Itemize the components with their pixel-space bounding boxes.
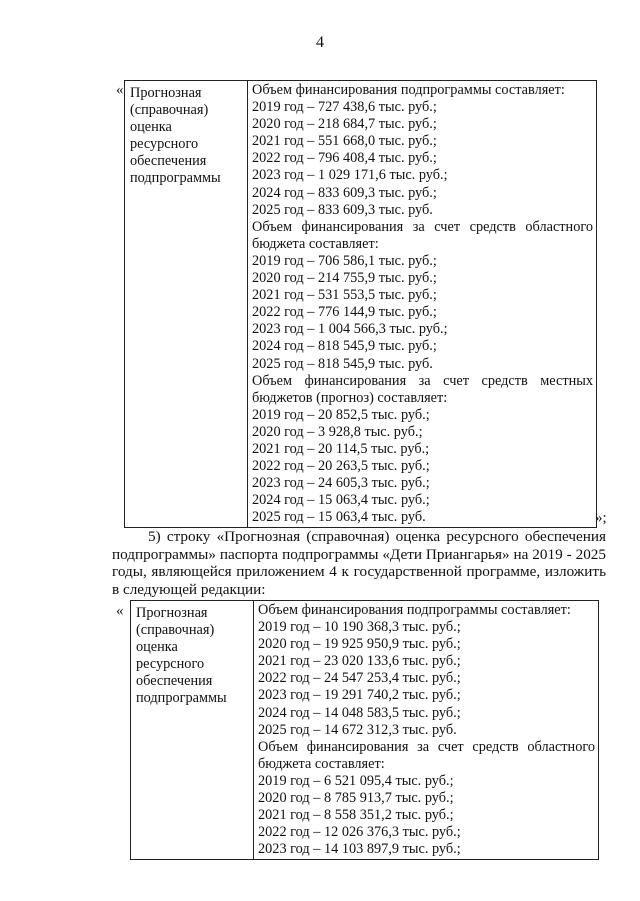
funding-line: Объем финансирования подпрограммы составляет: xyxy=(252,82,565,98)
label-line: обеспечения xyxy=(136,673,213,690)
funding-line: 2020 год – 19 925 950,9 тыс. руб.; xyxy=(258,636,461,653)
label-line: (справочная) xyxy=(136,622,215,639)
row-value-cell xyxy=(248,81,597,528)
resource-estimate-table-1 xyxy=(124,80,597,528)
funding-line: 2019 год – 10 190 368,3 тыс. руб.; xyxy=(258,619,461,636)
label-line: ресурсного xyxy=(136,656,205,673)
funding-line: 2023 год – 24 605,3 тыс. руб.; xyxy=(252,475,430,492)
funding-line: 2023 год – 14 103 897,9 тыс. руб.; xyxy=(258,841,461,858)
funding-lines-2 xyxy=(258,602,595,858)
funding-line: 2021 год – 8 558 351,2 тыс. руб.; xyxy=(258,807,454,824)
funding-line: бюджетов (прогноз) составляет: xyxy=(252,389,448,406)
row-label-cell xyxy=(125,81,248,528)
opening-quote-2: « xyxy=(116,603,124,619)
funding-line: 2025 год – 15 063,4 тыс. руб. xyxy=(252,509,426,526)
funding-line: 2022 год – 24 547 253,4 тыс. руб.; xyxy=(258,670,461,687)
funding-line: бюджета составляет: xyxy=(252,235,379,252)
page-number: 4 xyxy=(316,34,324,51)
label-line: подпрограммы xyxy=(130,170,221,187)
funding-line: 2024 год – 14 048 583,5 тыс. руб.; xyxy=(258,704,461,721)
paragraph-line: годы, являющейся приложением 4 к государственной программе, изложить xyxy=(112,563,606,580)
funding-line: бюджета составляет: xyxy=(258,755,385,772)
funding-line: 2022 год – 796 408,4 тыс. руб.; xyxy=(252,150,437,167)
label-line: подпрограммы xyxy=(136,690,227,707)
closing-quote: »; xyxy=(595,510,607,526)
label-line: Прогнозная xyxy=(136,605,208,621)
label-line: (справочная) xyxy=(130,102,209,119)
row-label xyxy=(127,85,247,188)
label-line: ресурсного xyxy=(130,136,199,153)
resource-estimate-table-2 xyxy=(130,600,599,860)
funding-line: 2025 год – 833 609,3 тыс. руб. xyxy=(252,201,433,218)
funding-line: 2022 год – 12 026 376,3 тыс. руб.; xyxy=(258,824,461,841)
funding-line: 2020 год – 218 684,7 тыс. руб.; xyxy=(252,116,437,133)
funding-line: 2019 год – 706 586,1 тыс. руб.; xyxy=(252,252,437,269)
funding-lines xyxy=(252,82,593,526)
funding-line: 2023 год – 1 004 566,3 тыс. руб.; xyxy=(252,321,448,338)
label-line: оценка xyxy=(136,639,178,656)
funding-line: Объем финансирования за счет средств областного xyxy=(258,738,595,755)
funding-line: 2020 год – 214 755,9 тыс. руб.; xyxy=(252,270,437,287)
funding-line: Объем финансирования за счет средств областного xyxy=(252,218,593,235)
funding-line: 2022 год – 20 263,5 тыс. руб.; xyxy=(252,458,430,475)
funding-line: 2025 год – 818 545,9 тыс. руб. xyxy=(252,355,433,372)
label-line: оценка xyxy=(130,119,172,136)
funding-line: 2023 год – 19 291 740,2 тыс. руб.; xyxy=(258,687,461,704)
label-line: Прогнозная xyxy=(130,85,202,101)
funding-line: 2021 год – 20 114,5 тыс. руб.; xyxy=(252,440,430,457)
funding-line: 2022 год – 776 144,9 тыс. руб.; xyxy=(252,304,437,321)
funding-line: 2019 год – 727 438,6 тыс. руб.; xyxy=(252,99,437,116)
funding-line: 2021 год – 23 020 133,6 тыс. руб.; xyxy=(258,653,461,670)
funding-line: 2023 год – 1 029 171,6 тыс. руб.; xyxy=(252,167,448,184)
funding-line: Объем финансирования за счет средств местных xyxy=(252,372,593,389)
row-label-2 xyxy=(133,605,253,708)
amendment-paragraph xyxy=(112,528,606,598)
paragraph-line: в следующей редакции: xyxy=(112,580,266,598)
funding-line: 2020 год – 3 928,8 тыс. руб.; xyxy=(252,423,423,440)
funding-line: 2025 год – 14 672 312,3 тыс. руб. xyxy=(258,721,457,738)
funding-line: 2024 год – 818 545,9 тыс. руб.; xyxy=(252,338,437,355)
label-line: обеспечения xyxy=(130,153,207,170)
funding-line: 2021 год – 551 668,0 тыс. руб.; xyxy=(252,133,437,150)
paragraph-line: подпрограммы» паспорта подпрограммы «Дети Приангарья» на 2019 - 2025 xyxy=(112,545,606,563)
funding-line: 2024 год – 15 063,4 тыс. руб.; xyxy=(252,492,430,509)
funding-line: 2019 год – 20 852,5 тыс. руб.; xyxy=(252,406,430,423)
row-value-cell-2 xyxy=(254,601,599,860)
funding-line: Объем финансирования подпрограммы составляет: xyxy=(258,602,571,618)
funding-line: 2020 год – 8 785 913,7 тыс. руб.; xyxy=(258,790,454,807)
funding-line: 2024 год – 833 609,3 тыс. руб.; xyxy=(252,184,437,201)
row-label-cell-2 xyxy=(131,601,254,860)
paragraph-line: 5) строку «Прогнозная (справочная) оценка ресурсного обеспечения xyxy=(148,528,606,545)
funding-line: 2019 год – 6 521 095,4 тыс. руб.; xyxy=(258,772,454,789)
funding-line: 2021 год – 531 553,5 тыс. руб.; xyxy=(252,287,437,304)
opening-quote: « xyxy=(116,82,124,98)
